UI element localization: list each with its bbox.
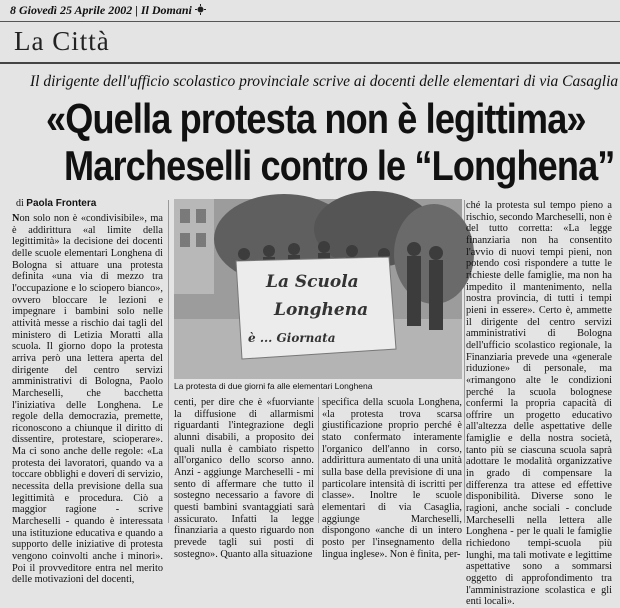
banner-text-1: La Scuola (266, 272, 359, 292)
lead-letter: N (12, 213, 20, 224)
protest-photo (174, 199, 462, 379)
author-name: Paola Frontera (26, 198, 97, 209)
header-text (10, 3, 206, 18)
newspaper-name: Il Domani (140, 3, 192, 17)
column-rule (318, 397, 319, 523)
article-column-2: centi, per dire che è «fuorviante la diffusione di allarmismi riguardanti l'integrazione degli alunni disabili, a proposito dei quali nulla è cambiato rispetto all'organico dello scorso anno. Anzi - aggiunge Marcheselli - mi sento di affermare che tutto il sostegno necessario a favore di questi bambini svantaggiati sarà assicurato. Infatti la legge finanziaria a questo riguardo non prevede tagli sui posti di sostegno». Quanto alla situazione (174, 397, 314, 560)
article-column-1 (12, 213, 163, 586)
section-title: La Città (14, 26, 110, 56)
date-line: Giovedì 25 Aprile 2002 (19, 3, 133, 17)
photo-caption: La protesta di due giorni fa alle elementari Longhena (174, 381, 373, 391)
byline (16, 198, 96, 209)
sun-logo-icon (195, 4, 206, 15)
banner-text-2: Longhena (274, 300, 369, 320)
section-rule (0, 62, 620, 64)
header-divider: | (135, 3, 138, 17)
column-rule (168, 200, 169, 523)
byline-prefix: di (16, 198, 24, 209)
page-header (0, 0, 620, 22)
article-kicker: Il dirigente dell'ufficio scolastico provinciale scrive ai docenti delle elementari di via Casaglia (30, 73, 619, 90)
headline-line-1: «Quella protesta non è legittima» (46, 95, 586, 142)
column-1-text: on solo non è «condivisibile», ma è addirittura «al limite della legittimità» la decisione dei docenti delle scuole elementari Longhena di Bologna si attuare una protesta definita «una via di mezzo tra l'occupazione e lo sciopero bianco», ovvero bloccare le lezioni e impegnare i bambini solo nelle attività messe a rischio dai tagli del ministero di Letizia Moratti alla scuola. Il giorno dopo la protesta arriva però una lettera aperta del dirigente del centro servizi amministrativi di Bologna, Paolo Marcheselli, che bacchetta l'iniziativa delle Longhena. Le regole della democrazia, premette, riconoscono a chiunque il diritto di dissentire, protestare, scioperare». Ma ci sono anche delle regole: «La protesta dei lavoratori, quando va a toccare obblighi e doveri di servizio, necessita della previsione della sua legittimità e procedura. Ciò a maggior ragione - scrive Marcheselli - quando è interessata una istituzione educativa e quando a supporto delle iniziative di protesta vengono coinvolti anche i minori». Poi il provveditore entra nel merito delle motivazioni del docenti, (12, 213, 163, 586)
article-column-3: specifica della scuola Longhena, «la protesta trova scarsa giustificazione proprio perché è stato confermato interamente l'organico dell'anno in corso, addirittura aumentato di una unità sulla base della previsione di una particolare intensità di iscritti per classe». Inoltre le scuole elementari di via Casaglia, aggiunge Marcheselli, dispongono «anche di un intero posto per l'insegnamento della lingua inglese». Non è finita, per- (322, 397, 462, 560)
protest-photo-illustration (174, 199, 462, 379)
page-number: 8 (10, 3, 16, 17)
headline-line-2: Marcheselli contro le “Longhena” (64, 142, 615, 189)
article-column-4: ché la protesta sul tempo pieno a rischio, secondo Marcheselli, non è del tutto corretta: «La legge finanziaria non ha consentito l'avvio di nuovi tempi pieni, non potendo così rispondere a tutte le richieste delle famiglie, ma non ha impedito il mantenimento, nella nostra provincia, di tutti i tempi pieni in essere». Certo è, ammette il dirigente del centro servizi amministrativi di Bologna dell'ufficio scolastico regionale, la Finanziaria prevede una «generale riduzione» di personale, ma «rimangono alte le condizioni perché la scuola bolognese confermi la propria capacità di offrire un progetto educativo all'altezza delle aspettative delle famiglie e della nostra società, tanto più se ciascuna scuola saprà adottare le modalità organizzative in grado di compensare la differenza tra attese ed effettive disponibilità. Diverse sono le ragioni, anche sociali - conclude Marcheselli nella lettera alle Longhena - per le quali le famiglie richiedono tempi-scuola più lunghi, ma tali motivate e legittime aspettative sono a sommarsi oggetto di approfondimento tra l'amministrazione scolastica e gli enti locali». (466, 200, 612, 608)
banner-text-3: è ... Giornata (248, 331, 336, 345)
header-rule (0, 21, 620, 22)
